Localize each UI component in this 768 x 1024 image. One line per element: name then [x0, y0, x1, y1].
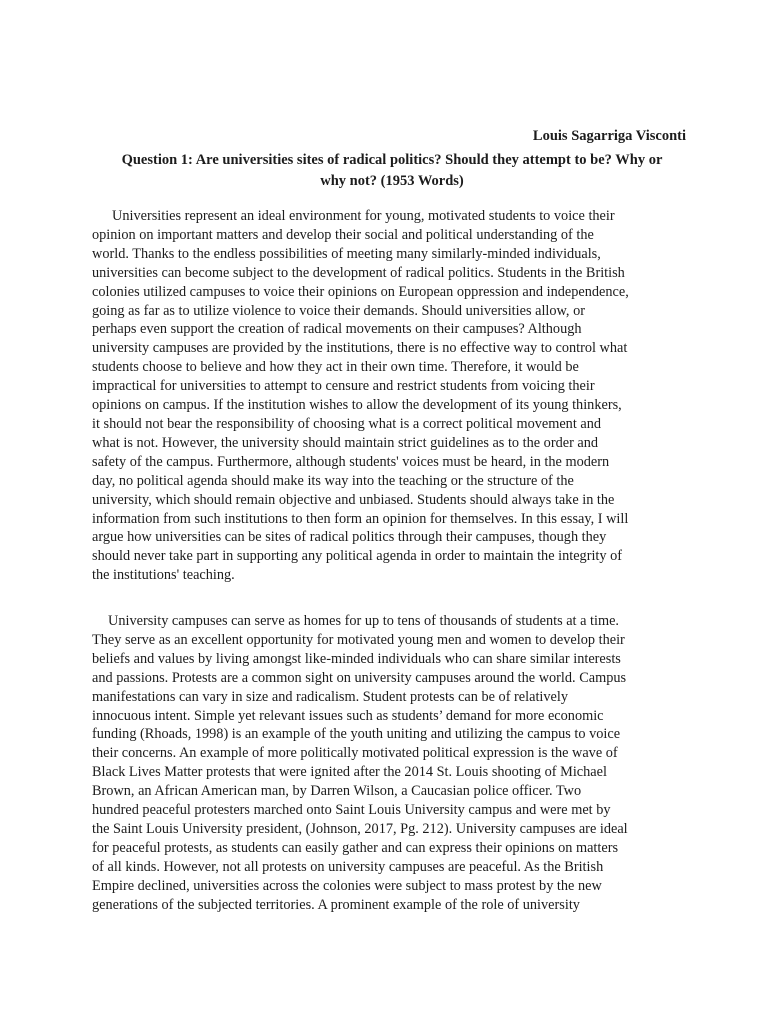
paragraph-campuses	[92, 612, 692, 915]
paragraph-line: University campuses can serve as homes for up to tens of thousands of students at a time.	[108, 613, 620, 629]
paragraph-line: opinion on important matters and develop their social and political understanding of the	[92, 226, 594, 243]
paragraph-line: opinions on campus. If the institution wishes to allow the development of its young thinkers,	[92, 397, 622, 414]
paragraph-line: world. Thanks to the endless possibilities of meeting many similarly-minded individuals,	[92, 245, 601, 262]
essay-question	[92, 150, 692, 192]
paragraph-line: colonies utilized campuses to voice their opinions on European oppression and independence,	[92, 283, 629, 300]
paragraph-line: Empire declined, universities across the colonies were subject to mass protest by the new	[92, 877, 602, 894]
paragraph-line: day, no political agenda should make its way into the teaching or the structure of the	[92, 472, 574, 489]
paragraph-introduction	[92, 207, 692, 585]
paragraph-line: perhaps even support the creation of radical movements on their campuses? Although	[92, 321, 582, 338]
paragraph-line: hundred peaceful protesters marched onto Saint Louis University campus and were met by	[92, 802, 611, 819]
paragraph-line: argue how universities can be sites of radical politics through their campuses, though they	[92, 529, 607, 546]
paragraph-line: their concerns. An example of more politically motivated political expression is the wave of	[92, 745, 618, 762]
paragraph-line: Brown, an African American man, by Darren Wilson, a Caucasian police officer. Two	[92, 783, 582, 800]
paragraph-line: Universities represent an ideal environment for young, motivated students to voice their	[112, 208, 615, 224]
paragraph-line: going as far as to utilize violence to voice their demands. Should universities allow, or	[92, 302, 585, 319]
paragraph-line: generations of the subjected territories. A prominent example of the role of university	[92, 896, 580, 913]
paragraph-line: university campuses are provided by the institutions, there is no effective way to control what	[92, 340, 628, 357]
essay-question-line: why not? (1953 Words)	[320, 173, 464, 189]
paragraph-line: for peaceful protests, as students can easily gather and can express their opinions on matters	[92, 839, 619, 856]
paragraph-line: They serve as an excellent opportunity for motivated young men and women to develop their	[92, 631, 625, 648]
paragraph-line: impractical for universities to attempt to censure and restrict students from voicing their	[92, 378, 595, 395]
paragraph-line: what is not. However, the university should maintain strict guidelines as to the order and	[92, 434, 599, 451]
paragraph-line: innocuous intent. Simple yet relevant issues such as students’ demand for more economic	[92, 707, 604, 724]
paragraph-line: it should not bear the responsibility of choosing what is a correct political movement and	[92, 415, 602, 432]
essay-question-line: Question 1: Are universities sites of radical politics? Should they attempt to be? Why or	[121, 152, 663, 168]
paragraph-line: Black Lives Matter protests that were ignited after the 2014 St. Louis shooting of Michael	[92, 764, 607, 781]
paragraph-line: manifestations can vary in size and radicalism. Student protests can be of relatively	[92, 688, 569, 705]
paragraph-line: information from such institutions to then form an opinion for themselves. In this essay, I will	[92, 510, 629, 527]
paragraph-line: safety of the campus. Furthermore, although students' voices must be heard, in the modern	[92, 453, 610, 470]
paragraph-line: funding (Rhoads, 1998) is an example of the youth uniting and utilizing the campus to voice	[92, 726, 621, 743]
paragraph-line: university, which should remain objective and unbiased. Students should always take in the	[92, 491, 615, 508]
paragraph-line: the institutions' teaching.	[92, 567, 235, 584]
paragraph-line: universities can become subject to the development of radical politics. Students in the British	[92, 264, 625, 281]
author-name: Louis Sagarriga Visconti	[532, 128, 686, 144]
paragraph-line: and passions. Protests are a common sight on university campuses around the world. Campus	[92, 669, 627, 686]
paragraph-line: students choose to believe and how they act in their own time. Therefore, it would be	[92, 359, 579, 376]
paragraph-line: should never take part in supporting any political agenda in order to maintain the integrity of	[92, 548, 623, 565]
paragraph-line: beliefs and values by living amongst like-minded individuals who can share similar interests	[92, 650, 621, 667]
paragraph-line: the Saint Louis University president, (Johnson, 2017, Pg. 212). University campuses are ideal	[92, 820, 628, 837]
paragraph-line: of all kinds. However, not all protests on university campuses are peaceful. As the British	[92, 858, 604, 875]
